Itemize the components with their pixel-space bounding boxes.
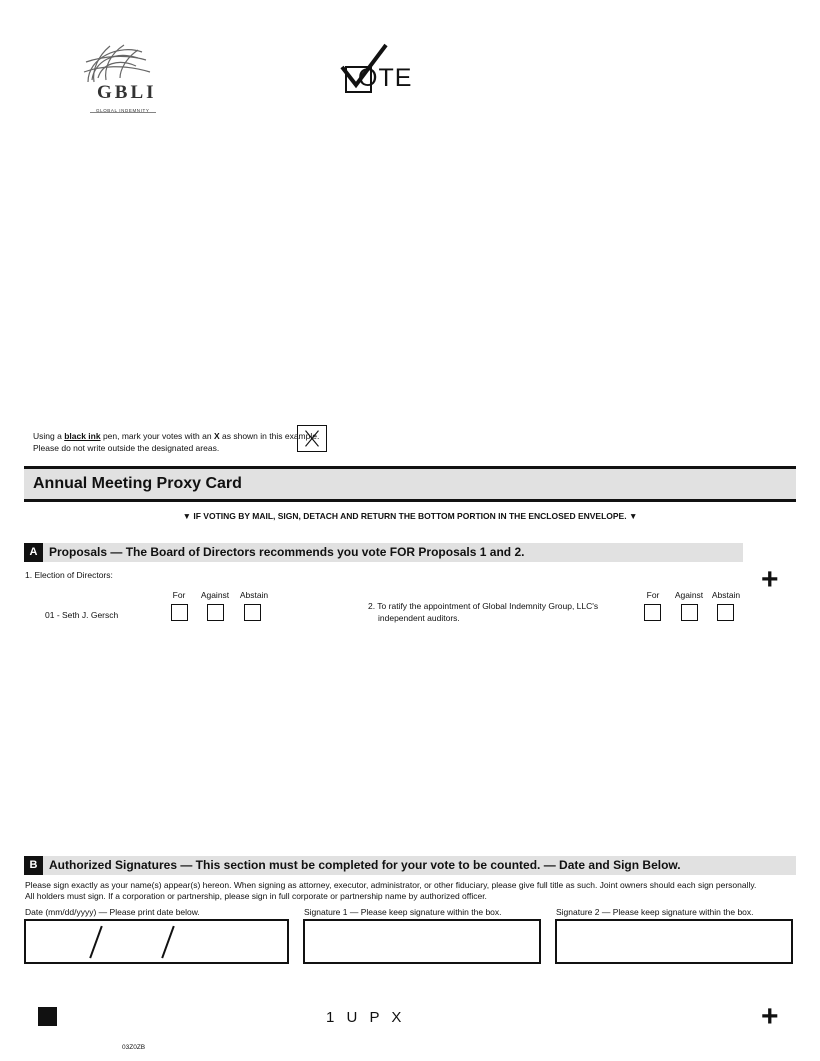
example-x-mark	[297, 425, 327, 452]
date-box[interactable]	[24, 919, 289, 964]
nominee-against-checkbox[interactable]	[207, 604, 224, 621]
plus-mark-top: +	[761, 563, 779, 596]
nominee-for-checkbox[interactable]	[171, 604, 188, 621]
plus-mark-bottom: +	[761, 1000, 779, 1033]
proposal-2-text: 2. To ratify the appointment of Global Indemnity Group, LLC's independent auditors.	[368, 601, 599, 623]
signature-2-label: Signature 2 — Please keep signature within the box.	[556, 907, 754, 917]
mail-instruction: ▼ IF VOTING BY MAIL, SIGN, DETACH AND RETURN THE BOTTOM PORTION IN THE ENCLOSED ENVELOPE. ▼	[182, 511, 638, 521]
date-label: Date (mm/dd/yyyy) — Please print date below.	[25, 907, 200, 917]
signature-1-box[interactable]	[303, 919, 541, 964]
signature-instructions: Please sign exactly as your name(s) appear(s) hereon. When signing as attorney, executor, administrator, or other fiduciary, please give full title as such. Joint owners should each sign personally. All holders must sign. If a corporation or partnership, please sign in full corporate or partnership name by authorized officer.	[25, 880, 757, 901]
nominee-abstain-checkbox[interactable]	[244, 604, 261, 621]
proposal-1-label: 1. Election of Directors:	[25, 570, 113, 580]
section-a-title: Proposals — The Board of Directors recommends you vote FOR Proposals 1 and 2.	[49, 545, 525, 559]
marking-instructions: Using a black ink pen, mark your votes with an X as shown in this example. Please do not write outside the designated areas.	[33, 431, 320, 453]
section-b-title: Authorized Signatures — This section must be completed for your vote to be counted. — Date and Sign Below.	[49, 858, 681, 872]
col-head-for: For	[172, 590, 186, 600]
registration-square	[38, 1007, 57, 1026]
signature-2-box[interactable]	[555, 919, 793, 964]
barcode-text: 1 U P X	[326, 1009, 406, 1026]
signature-1-label: Signature 1 — Please keep signature within the box.	[304, 907, 502, 917]
section-a-letter: A	[24, 543, 43, 562]
logo-text: GBLI	[97, 82, 157, 103]
card-title: Annual Meeting Proxy Card	[33, 475, 242, 492]
form-code: 03Z0ZB	[122, 1044, 146, 1051]
section-b-letter: B	[24, 856, 43, 875]
black-ink-text: black ink	[64, 431, 101, 441]
col-head-abstain: Abstain	[239, 590, 269, 600]
p2-col-head-for: For	[646, 590, 660, 600]
nominee-name: 01 - Seth J. Gersch	[45, 610, 119, 620]
vote-text: OTE	[358, 64, 413, 92]
p2-col-head-against: Against	[674, 590, 704, 600]
proposal-2-abstain-checkbox[interactable]	[717, 604, 734, 621]
logo-subtitle: GLOBAL INDEMNITY	[96, 108, 150, 113]
col-head-against: Against	[200, 590, 230, 600]
proposal-2-for-checkbox[interactable]	[644, 604, 661, 621]
p2-col-head-abstain: Abstain	[711, 590, 741, 600]
proposal-2-against-checkbox[interactable]	[681, 604, 698, 621]
